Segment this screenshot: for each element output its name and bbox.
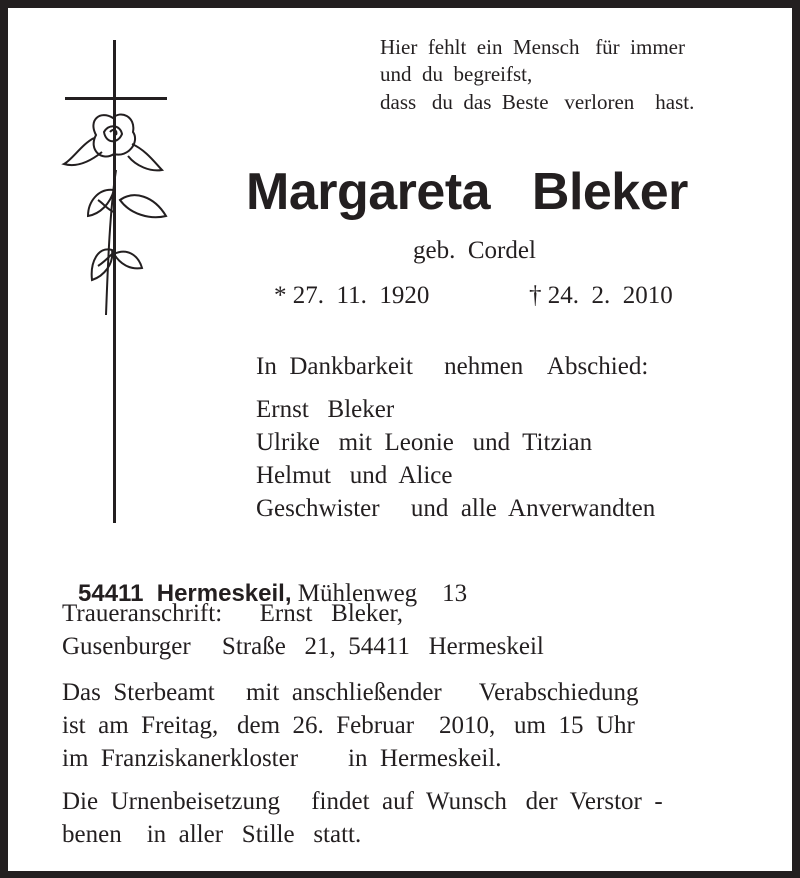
- mourner-name: Ulrike mit Leonie und Titzian: [256, 429, 593, 456]
- quote-line: und du begreifst,: [380, 62, 533, 86]
- mourning-address: Traueranschrift: Ernst Bleker,: [62, 600, 404, 627]
- service-text: Das Sterbeamt mit anschließender Verabschiedung: [62, 679, 639, 706]
- residence-city: 54411 Hermeskeil,: [78, 580, 292, 607]
- mourner-name: Ernst Bleker: [256, 396, 395, 423]
- cross-with-rose-icon: [58, 40, 178, 530]
- birth-date: * 27. 11. 1920: [274, 282, 430, 309]
- service-text: ist am Freitag, dem 26. Februar 2010, um 15 Uhr: [62, 712, 635, 739]
- mourners-intro: In Dankbarkeit nehmen Abschied:: [256, 353, 649, 380]
- mourner-name: Helmut und Alice: [256, 462, 453, 489]
- mourner-name: Geschwister und alle Anverwandten: [256, 495, 656, 522]
- quote-line: Hier fehlt ein Mensch für immer: [380, 35, 685, 59]
- quote-line: dass du das Beste verloren hast.: [380, 90, 695, 114]
- residence-street: Mühlenweg 13: [297, 580, 468, 607]
- deceased-name: Margareta Bleker: [246, 163, 688, 221]
- maiden-name: geb. Cordel: [413, 237, 536, 264]
- service-text: im Franziskanerkloster in Hermeskeil.: [62, 745, 502, 772]
- urn-text: Die Urnenbeisetzung findet auf Wunsch der Verstor -: [62, 788, 663, 815]
- mourning-address: Gusenburger Straße 21, 54411 Hermeskeil: [62, 633, 544, 660]
- urn-text: benen in aller Stille statt.: [62, 821, 362, 848]
- death-date: † 24. 2. 2010: [529, 282, 673, 309]
